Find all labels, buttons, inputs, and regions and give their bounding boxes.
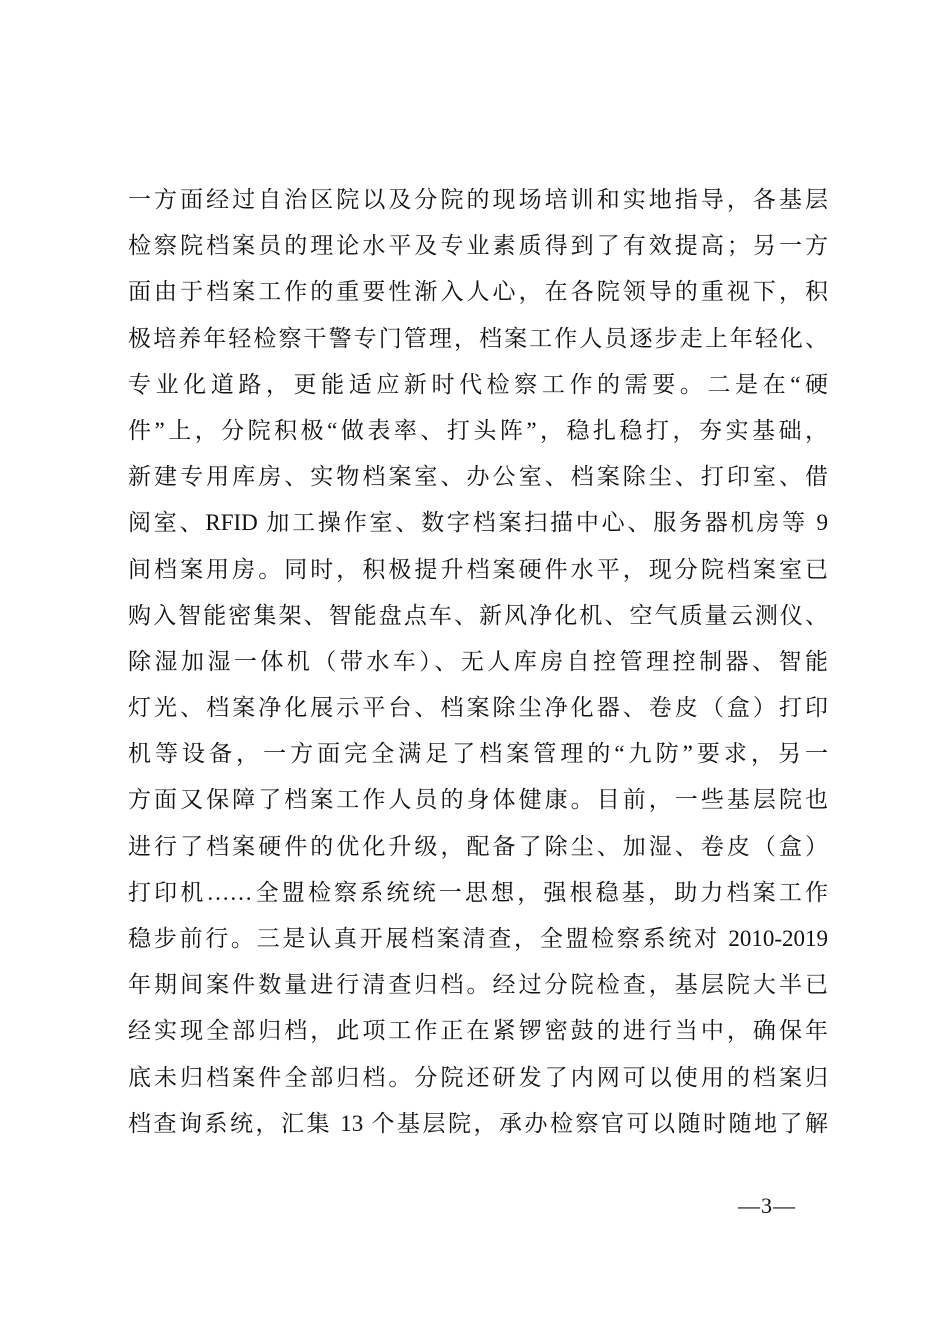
text-line: 专业化道路，更能适应新时代检察工作的需要。二是在“硬 [128,371,828,397]
text-line: 间档案用房。同时，积极提升档案硬件水平，现分院档案室已 [128,556,828,582]
text-line: 打印机……全盟检察系统统一思想，强根稳基，助力档案工作 [128,879,828,905]
text-line: 件”上，分院积极“做表率、打头阵”，稳扎稳打，夯实基础， [128,417,828,443]
document-body [128,177,828,1147]
text-line: 年期间案件数量进行清查归档。经过分院检查，基层院大半已 [128,972,828,998]
text-line: 稳步前行。三是认真开展档案清查，全盟检察系统对 2010-2019 [128,926,828,951]
text-line: 档查询系统，汇集 13 个基层院，承办检察官可以随时随地了解 [128,1110,828,1136]
text-line: 除湿加湿一体机（带水车）、无人库房自控管理控制器、智能 [128,648,828,674]
text-line: 进行了档案硬件的优化升级，配备了除尘、加湿、卷皮（盒） [128,833,828,859]
text-line: 方面又保障了档案工作人员的身体健康。目前，一些基层院也 [128,787,828,813]
text-line: 极培养年轻检察干警专门管理，档案工作人员逐步走上年轻化、 [128,325,828,351]
text-line: 经实现全部归档，此项工作正在紧锣密鼓的进行当中，确保年 [128,1018,828,1044]
text-line: 灯光、档案净化展示平台、档案除尘净化器、卷皮（盒）打印 [128,695,828,721]
text-line: 面由于档案工作的重要性渐入人心，在各院领导的重视下，积 [128,279,828,305]
text-line: 底未归档案件全部归档。分院还研发了内网可以使用的档案归 [128,1064,828,1090]
text-line: 购入智能密集架、智能盘点车、新风净化机、空气质量云测仪、 [128,602,828,628]
text-line: 一方面经过自治区院以及分院的现场培训和实地指导，各基层 [128,187,828,212]
text-line: 机等设备，一方面完全满足了档案管理的“九防”要求，另一 [128,741,828,767]
text-line: 阅室、RFID 加工操作室、数字档案扫描中心、服务器机房等 9 [128,510,828,536]
page-number: —3— [738,1193,796,1218]
text-line: 检察院档案员的理论水平及专业素质得到了有效提高；另一方 [128,233,828,259]
text-line: 新建专用库房、实物档案室、办公室、档案除尘、打印室、借 [128,464,828,490]
